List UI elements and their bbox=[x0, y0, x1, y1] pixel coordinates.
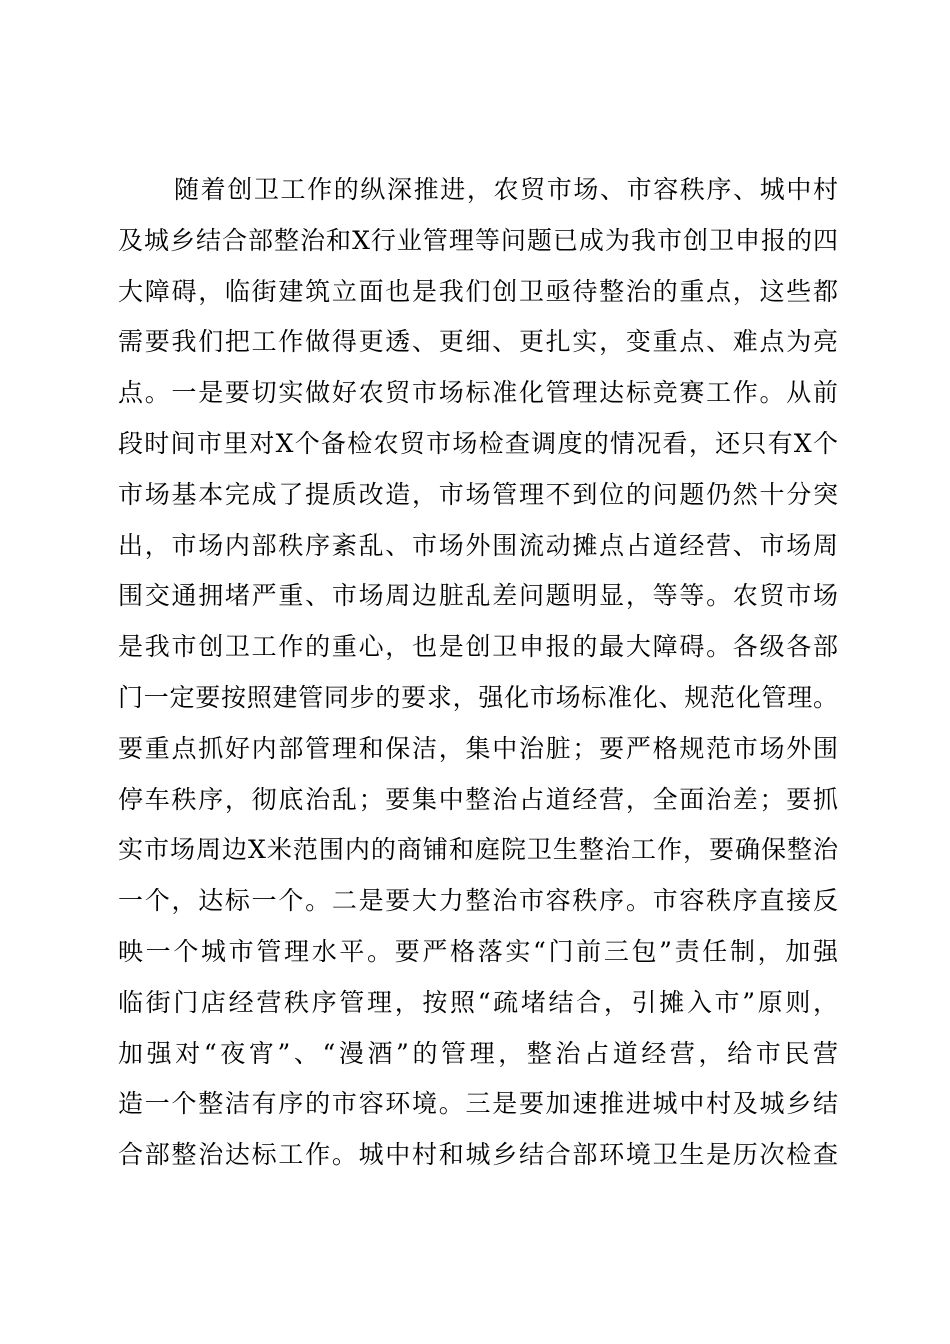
text-line: 市场基本完成了提质改造，市场管理不到位的问题仍然十分突 bbox=[118, 479, 838, 509]
text-line: 门一定要按照建管同步的要求，强化市场标准化、规范化管理。 bbox=[118, 682, 838, 712]
text-line: 实市场周边X米范围内的商铺和庭院卫生整治工作，要确保整治 bbox=[118, 835, 838, 865]
text-line: 临街门店经营秩序管理，按照“疏堵结合，引摊入市”原则， bbox=[118, 987, 838, 1017]
text-line: 随着创卫工作的纵深推进，农贸市场、市容秩序、城中村 bbox=[174, 175, 838, 204]
text-line: 造一个整洁有序的市容环境。三是要加速推进城中村及城乡结 bbox=[118, 1089, 838, 1119]
text-line: 一个，达标一个。二是要大力整治市容秩序。市容秩序直接反 bbox=[118, 886, 838, 916]
text-line: 停车秩序，彻底治乱；要集中整治占道经营，全面治差；要抓 bbox=[118, 784, 838, 814]
text-line: 要重点抓好内部管理和保洁，集中治脏；要严格规范市场外围 bbox=[118, 733, 838, 763]
text-line: 点。一是要切实做好农贸市场标准化管理达标竞赛工作。从前 bbox=[118, 378, 838, 408]
text-line: 大障碍，临街建筑立面也是我们创卫亟待整治的重点，这些都 bbox=[118, 276, 838, 306]
body-paragraph bbox=[118, 165, 838, 1181]
text-line: 加强对“夜宵”、“漫酒”的管理，整治占道经营，给市民营 bbox=[118, 1038, 838, 1068]
text-line: 映一个城市管理水平。要严格落实“门前三包”责任制，加强 bbox=[118, 936, 838, 966]
text-line: 是我市创卫工作的重心，也是创卫申报的最大障碍。各级各部 bbox=[118, 632, 838, 662]
text-line: 需要我们把工作做得更透、更细、更扎实，变重点、难点为亮 bbox=[118, 327, 838, 357]
text-line: 及城乡结合部整治和X行业管理等问题已成为我市创卫申报的四 bbox=[118, 225, 838, 255]
text-line: 段时间市里对X个备检农贸市场检查调度的情况看，还只有X个 bbox=[118, 428, 838, 458]
text-line: 合部整治达标工作。城中村和城乡结合部环境卫生是历次检查 bbox=[118, 1140, 838, 1170]
text-line: 围交通拥堵严重、市场周边脏乱差问题明显，等等。农贸市场 bbox=[118, 581, 838, 611]
text-line: 出，市场内部秩序紊乱、市场外围流动摊点占道经营、市场周 bbox=[118, 530, 838, 560]
